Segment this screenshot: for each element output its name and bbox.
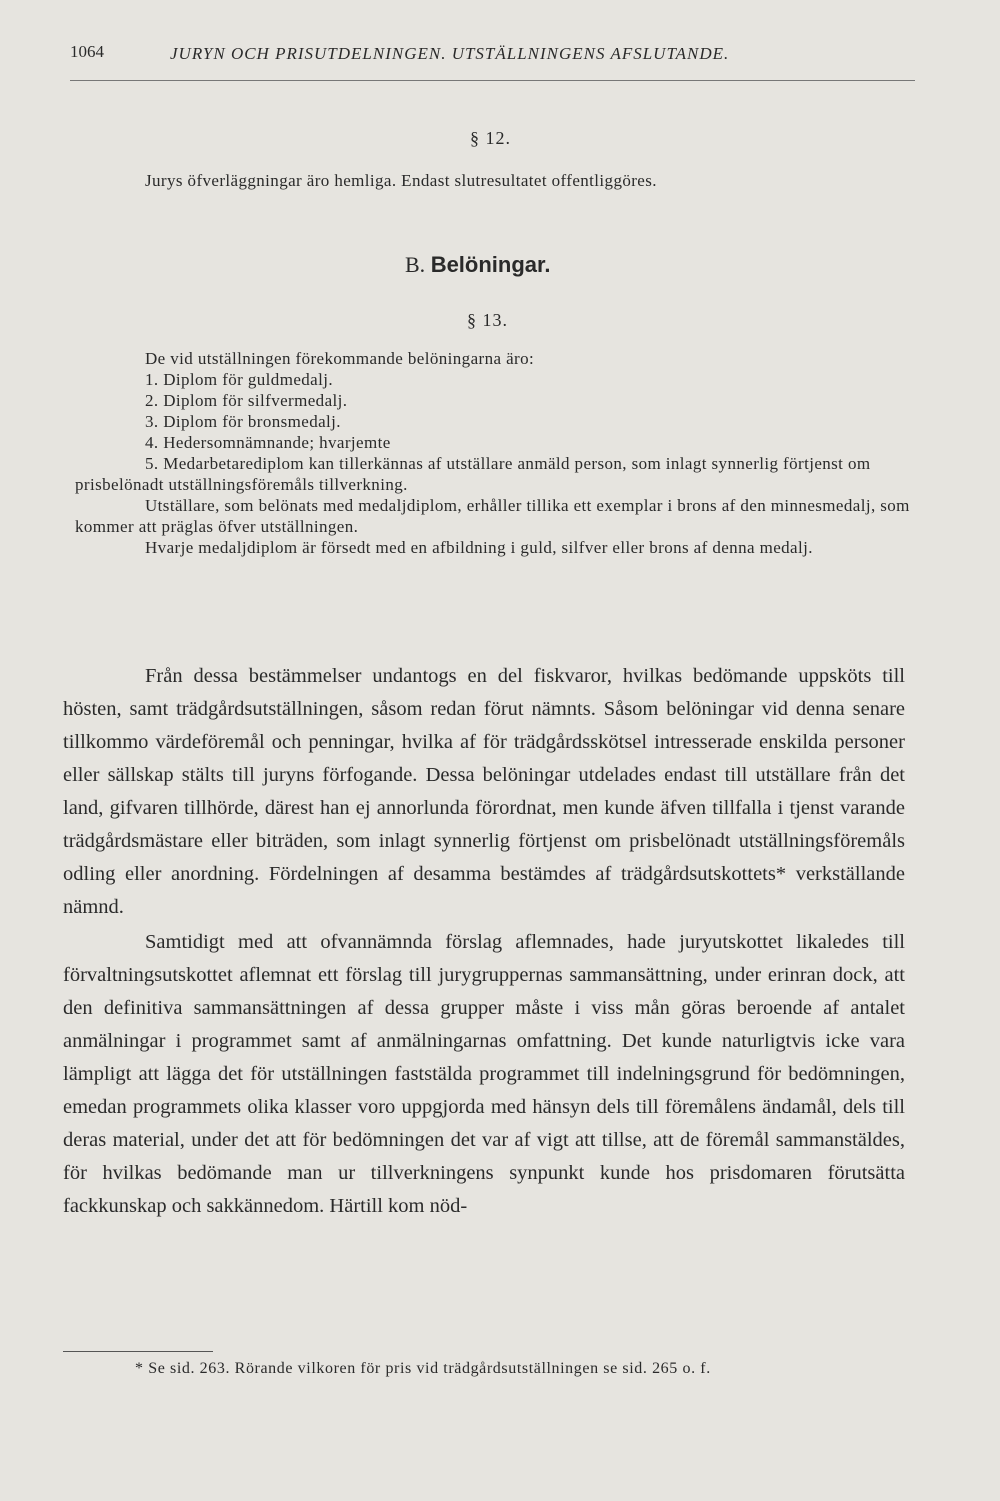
section-13-intro: De vid utställningen förekommande belöningarna äro: xyxy=(145,349,535,368)
footnote: * Se sid. 263. Rörande vilkoren för pris vid trädgårdsutställningen se sid. 265 o. f. xyxy=(135,1360,711,1377)
page-number: 1064 xyxy=(70,42,104,61)
section-heading xyxy=(405,252,550,278)
section-12-text: Jurys öfverläggningar äro hemliga. Endast slutresultatet offentliggöres. xyxy=(145,171,657,190)
award-list-item: 5. Medarbetarediplom kan tillerkännas af utställare anmäld person, som inlagt synnerlig förtjenst om prisbelönadt utställningsföremåls tillverkning. xyxy=(75,454,871,494)
body-text xyxy=(63,660,905,1223)
footnote-rule xyxy=(63,1351,213,1352)
body-paragraph: Från dessa bestämmelser undantogs en del fiskvaror, hvilkas bedömande uppsköts till hösten, samt trädgårdsutställningen, såsom redan förut nämnts. Såsom belöningar vid denna senare tillkommo värdeföremål och penningar, hvilka af för trädgårdsskötsel intresserade enskilda personer eller sällskap stälts till juryns förfogande. Dessa belöningar utdelades endast till utställare från det land, gifvaren tillhörde, därest han ej annorlunda förordnat, men kunde äfven tillfalla i tjenst varande trädgårdsmästare eller biträden, som inlagt synnerlig förtjenst om prisbelönadt utställningsföremåls odling eller anordning. Fördelningen af desamma bestämdes af trädgårdsutskottets* verkställande nämnd. xyxy=(63,665,905,918)
award-list xyxy=(75,369,910,495)
page-header xyxy=(70,40,915,81)
section-13-block xyxy=(75,348,910,558)
body-paragraph: Samtidigt med att ofvannämnda förslag aflemnades, hade juryutskottet likaledes till förvaltningsutskottet aflemnat ett förslag till jurygruppernas sammansättning, under erinran dock, att den definitiva sammansättningen af dessa grupper måste i viss mån göras beroende af antalet anmälningar i programmet samt af anmälningarnas omfattning. Det kunde naturligtvis icke vara lämpligt att lägga det för utställningen faststälda programmet till indelningsgrund för bedömningen, emedan programmets olika klasser voro uppgjorda med hänsyn dels till föremålens ändamål, dels till deras material, under det att för bedömningen det var af vigt att tillse, att de föremål sammanstäldes, för hvilkas bedömande man ur tillverkningens synpunkt kunde hos prisdomaren förutsätta fackkunskap och sakkännedom. Härtill kom nöd- xyxy=(63,931,905,1217)
award-list-item: 3. Diplom för bronsmedalj. xyxy=(145,412,341,431)
section-12-mark: § 12. xyxy=(470,128,511,148)
award-list-item: 4. Hedersomnämnande; hvarjemte xyxy=(145,433,391,452)
section-13-mark: § 13. xyxy=(467,310,508,330)
award-list-item: 2. Diplom för silfvermedalj. xyxy=(145,391,348,410)
heading-prefix: B. xyxy=(405,252,426,277)
award-list-item: 1. Diplom för guldmedalj. xyxy=(145,370,334,389)
section-13-paragraph: Utställare, som belönats med medaljdiplom, erhåller tillika ett exemplar i brons af den minnesmedalj, som kommer att präglas öfver utställningen. xyxy=(75,496,910,536)
heading-title: Belöningar. xyxy=(430,252,551,277)
section-12-text-block xyxy=(75,170,910,191)
section-13-paragraph: Hvarje medaljdiplom är försedt med en afbildning i guld, silfver eller brons af denna medalj. xyxy=(145,538,813,557)
running-title: JURYN OCH PRISUTDELNINGEN. UTSTÄLLNINGENS AFSLUTANDE. xyxy=(170,44,730,63)
